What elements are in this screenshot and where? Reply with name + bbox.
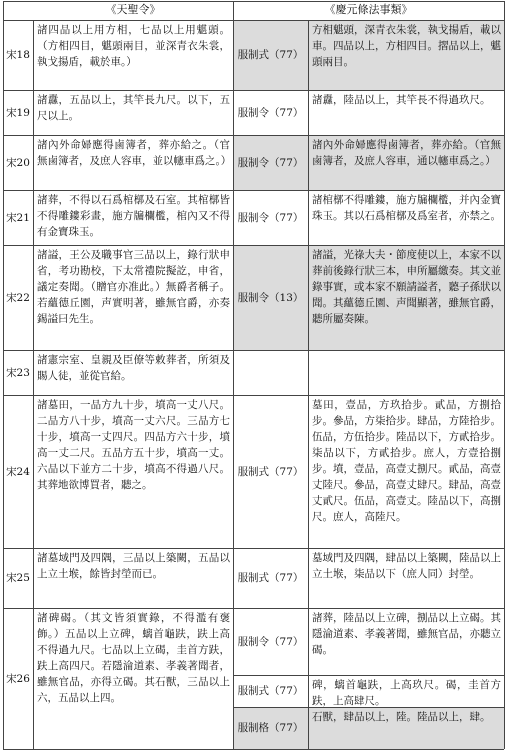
tiansheng-text: 諸謚，王公及職事官三品以上，錄行狀申省，考功勘校，下太常禮院擬訖，申省，議定奏聞。（贈官亦准此。）無爵者稱子。若蘊德丘園，声實明著，雖無官爵，亦奏錫謚曰先生。 [37,249,230,325]
tiansheng-text: 諸憲宗室、皇親及臣僚等敕葬者，所須及賜人徒，並從官給。 [37,354,230,382]
row-number: 宋22 [6,291,30,304]
row-rule [3,190,504,191]
qingyuan-text: 諸棺槨不得雕鏤，施方牖欄檻，并內金寶珠玉。其以石爲棺槨及爲室者，亦禁之。 [312,194,501,222]
row-rule [3,608,504,609]
qingyuan-text: 諸纛，陸品以上，其竿長不得過玖尺。 [312,94,491,106]
qingyuan-source: 服制式（77） [237,685,304,697]
row-rule [3,350,504,351]
row-rule [3,90,504,91]
qingyuan-source: 服制令（77） [233,135,308,190]
tiansheng-text: 諸碑碣。（其文皆須實錄，不得濫有褒飾。）五品以上立碑，螭首龜趺，趺上高不得過九尺。七品以上立碣，圭首方趺，趺上高四尺。若隱淪道素、孝義著聞者，雖無官品，亦得立碣。其石獸，三品以上六，五品以上四。 [37,612,230,704]
column-rule [33,20,34,749]
row-rule [3,135,504,136]
qingyuan-text [308,350,504,395]
row-rule [3,245,504,246]
qingyuan-text: 方相魌頭，深青衣朱裳，執戈揚盾，載以車。四品以上，方相四目。摺品以上，魌頭兩目。 [308,20,504,90]
row-rule [3,749,504,750]
qingyuan-text: 墓田，壹品，方玖拾步。貳品，方捌拾步。參品，方柒拾步。肆品，方陸拾步。伍品，方伍拾步。陸品以下，方貳拾步。柒品以下，方貳拾步。庶人，方壹拾捌步。墳，壹品，高壹丈捌尺。貳品，高壹丈陸尺。參品，高壹丈肆尺。肆品，高壹丈貳尺。伍品，高壹丈。陸品以下，高捌尺。庶人，高陸尺。 [312,399,501,523]
row-number: 宋18 [6,49,30,61]
qingyuan-text: 諸謚，光祿大夫・節度使以上，本家不以葬前後錄行狀三本，申所屬繳奏。其文並錄事實，或本家不願請謚者，聽子孫狀以聞。其蘊德丘園、声聞顯著，雖無官爵，聽所屬奏陳。 [308,245,504,350]
row-number: 宋23 [6,366,30,379]
qingyuan-source [233,350,308,395]
column-rule [233,1,234,749]
tiansheng-text: 諸纛，五品以上，其竿長九尺。以下，五尺以上。 [37,94,230,122]
column-rule [308,20,309,749]
tiansheng-text: 諸墓域門及四隅，三品以上築闕，五品以上立土堠，餘皆封塋而已。 [37,552,230,580]
header-tiansheng: 《天聖令》 [105,3,161,16]
qingyuan-source: 服制式（77） [237,465,304,478]
row-number: 宋19 [6,106,30,119]
qingyuan-source: 服制式（77） [237,572,304,584]
qingyuan-text: 諸葬，陸品以上立碑，捌品以上立碣。其隱淪道素、孝義著聞，雖無官品，亦聽立碣。 [312,612,501,656]
tiansheng-text: 諸葬，不得以石爲棺槨及石室。其棺槨皆不得雕鏤彩畫，施方牖欄檻，棺內又不得有金寶珠玉。 [37,194,230,238]
row-rule [3,548,504,549]
qingyuan-source: 服制令（77） [237,211,304,224]
row-rule [3,20,504,21]
row-rule [233,675,504,676]
qingyuan-source: 服制格（77） [233,707,308,749]
tiansheng-text: 諸墓田，一品方九十步，墳高一丈八尺。二品方八十步，墳高一丈六尺。三品方七十步，墳高一丈四尺。四品方六十步，墳高一丈二尺。五品方五十步，墳高一丈。六品以下並方二十步，墳高不得過八尺。其葬地欲博買者，聽之。 [37,399,230,491]
row-number: 宋25 [6,572,30,584]
row-number: 宋24 [6,465,30,478]
qingyuan-text: 墓域門及四隅，肆品以上築闕，陸品以上立土堠，柒品以下（庶人同）封塋。 [312,552,501,580]
row-number: 宋21 [6,211,30,224]
qingyuan-text: 碑，螭首龜趺，上高玖尺。碣，圭首方趺，上高肆尺。 [312,679,501,707]
row-rule [3,1,504,2]
row-number: 宋26 [6,672,30,685]
column-rule [3,1,4,749]
qingyuan-source: 服制令（77） [237,106,304,119]
row-rule [3,395,504,396]
qingyuan-source: 服制式（77） [233,20,308,90]
qingyuan-source: 服制令（13） [233,245,308,350]
tiansheng-text: 諸四品以上用方相，七品以上用魌頭。（方相四目，魌頭兩目，並深青衣朱裳，執戈揚盾，載於車。） [37,24,230,68]
tiansheng-text: 諸內外命婦應得鹵簿者，葬亦給之。（官無鹵簿者，及庶人容車，並以幰車爲之。） [37,139,232,167]
header-qingyuan: 《慶元條法事類》 [324,3,413,16]
qingyuan-text: 諸內外命婦應得鹵簿者，葬亦給。（官無鹵簿者，及庶人容車，通以幰車爲之。） [308,135,504,190]
row-number: 宋20 [6,156,30,169]
qingyuan-source: 服制令（77） [237,635,304,648]
qingyuan-text: 石獸，肆品以上，陸。陸品以上，肆。 [308,707,504,749]
column-rule [504,1,505,749]
row-rule [233,707,504,708]
